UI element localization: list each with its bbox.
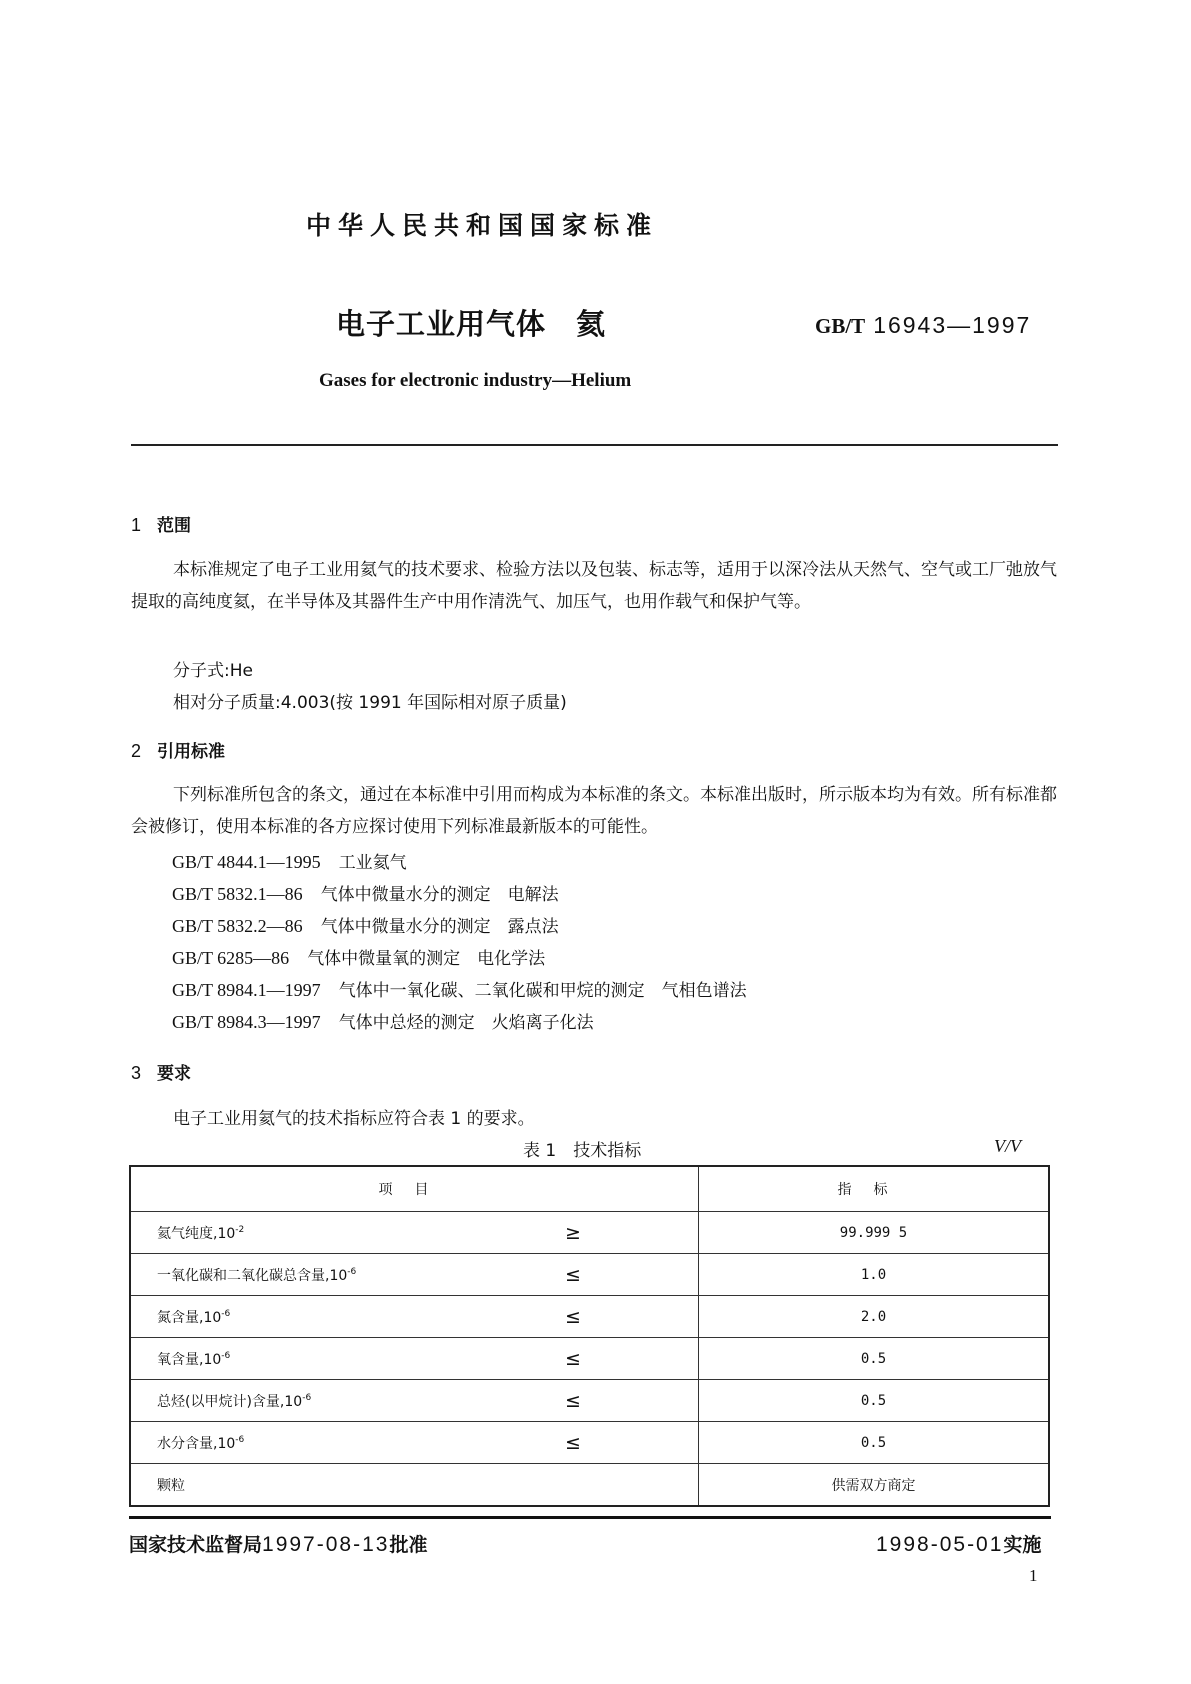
approval-org: 国家技术监督局 xyxy=(129,1534,263,1556)
table-unit: V/V xyxy=(994,1136,1021,1156)
header-divider xyxy=(131,444,1058,446)
reference-item: GB/T 6285—86 气体中微量氧的测定 电化学法 xyxy=(172,948,546,969)
section-1-heading: 1 范围 xyxy=(131,515,192,536)
table-row xyxy=(130,1212,1049,1254)
column-header-item: 项目 xyxy=(130,1166,699,1212)
title-gas: 氦 xyxy=(576,307,607,341)
reference-item: GB/T 5832.1—86 气体中微量水分的测定 电解法 xyxy=(172,884,559,905)
table-caption: 表 1 技术指标 xyxy=(523,1141,642,1161)
section-2-paragraph: 下列标准所包含的条文，通过在本标准中引用而构成为本标准的条文。本标准出版时，所示版本均为有效。所有标准都会被修订，使用本标准的各方应探讨使用下列标准最新版本的可能性。 xyxy=(131,785,1057,837)
operator-cell: ≤ xyxy=(565,1296,699,1338)
section-2-heading: 2 引用标准 xyxy=(131,741,226,762)
table-header-row xyxy=(130,1166,1049,1212)
table-row xyxy=(130,1296,1049,1338)
document-title-cn xyxy=(336,302,606,343)
operator-cell xyxy=(565,1464,699,1507)
effective-line: 1998-05-01实施 xyxy=(876,1533,1042,1556)
value-cell: 0.5 xyxy=(699,1380,1050,1422)
value-cell: 0.5 xyxy=(699,1422,1050,1464)
approval-date: 1997-08-13 xyxy=(262,1533,390,1556)
value-cell: 2.0 xyxy=(699,1296,1050,1338)
table-row xyxy=(130,1380,1049,1422)
molecular-formula: 分子式:He xyxy=(173,661,253,681)
document-title-en: Gases for electronic industry—Helium xyxy=(319,370,632,391)
value-cell: 0.5 xyxy=(699,1338,1050,1380)
column-header-value: 指标 xyxy=(699,1166,1050,1212)
item-cell: 一氧化碳和二氧化碳总含量$,10^{-6}$ xyxy=(130,1254,565,1296)
table-row xyxy=(130,1422,1049,1464)
operator-cell: ≤ xyxy=(565,1254,699,1296)
standard-prefix: GB/T xyxy=(815,314,866,338)
operator-cell: ≤ xyxy=(565,1338,699,1380)
standard-code xyxy=(815,312,1031,339)
page-number: 1 xyxy=(1029,1566,1038,1585)
technical-spec-table xyxy=(129,1165,1050,1507)
reference-item: GB/T 4844.1—1995 工业氦气 xyxy=(172,852,407,873)
table-row xyxy=(130,1464,1049,1507)
item-cell: 氧含量$,10^{-6}$ xyxy=(130,1338,565,1380)
national-standard-title: 中华人民共和国国家标准 xyxy=(306,211,659,240)
operator-cell: ≥ xyxy=(565,1212,699,1254)
value-cell: 99.999 5 xyxy=(699,1212,1050,1254)
item-cell: 水分含量$,10^{-6}$ xyxy=(130,1422,565,1464)
operator-cell: ≤ xyxy=(565,1422,699,1464)
item-cell: 总烃(以甲烷计)含量$,10^{-6}$ xyxy=(130,1380,565,1422)
table-row xyxy=(130,1254,1049,1296)
operator-cell: ≤ xyxy=(565,1380,699,1422)
section-3-heading: 3 要求 xyxy=(131,1063,192,1084)
approval-line: 国家技术监督局1997-08-13批准 xyxy=(129,1533,428,1556)
footer-divider xyxy=(129,1516,1051,1519)
item-cell: 氮含量$,10^{-6}$ xyxy=(130,1296,565,1338)
standard-number: 16943—1997 xyxy=(873,312,1032,338)
reference-item: GB/T 5832.2—86 气体中微量水分的测定 露点法 xyxy=(172,916,559,937)
section-3-paragraph: 电子工业用氦气的技术指标应符合表 1 的要求。 xyxy=(173,1109,535,1129)
value-cell: 1.0 xyxy=(699,1254,1050,1296)
section-1-paragraph: 本标准规定了电子工业用氦气的技术要求、检验方法以及包装、标志等，适用于以深冷法从天然气、空气或工厂弛放气提取的高纯度氦，在半导体及其器件生产中用作清洗气、加压气，也用作载气和保护气等。 xyxy=(131,560,1057,612)
reference-item: GB/T 8984.1—1997 气体中一氧化碳、二氧化碳和甲烷的测定 气相色谱法 xyxy=(172,980,747,1001)
title-main: 电子工业用气体 xyxy=(336,307,547,341)
table-row xyxy=(130,1338,1049,1380)
item-cell: 颗粒 xyxy=(130,1464,565,1507)
molecular-mass: 相对分子质量:4.003(按 1991 年国际相对原子质量) xyxy=(173,693,567,713)
reference-item: GB/T 8984.3—1997 气体中总烃的测定 火焰离子化法 xyxy=(172,1012,594,1033)
value-cell: 供需双方商定 xyxy=(699,1464,1050,1507)
effective-date: 1998-05-01 xyxy=(876,1533,1004,1556)
item-cell: 氦气纯度$,10^{-2}$ xyxy=(130,1212,565,1254)
